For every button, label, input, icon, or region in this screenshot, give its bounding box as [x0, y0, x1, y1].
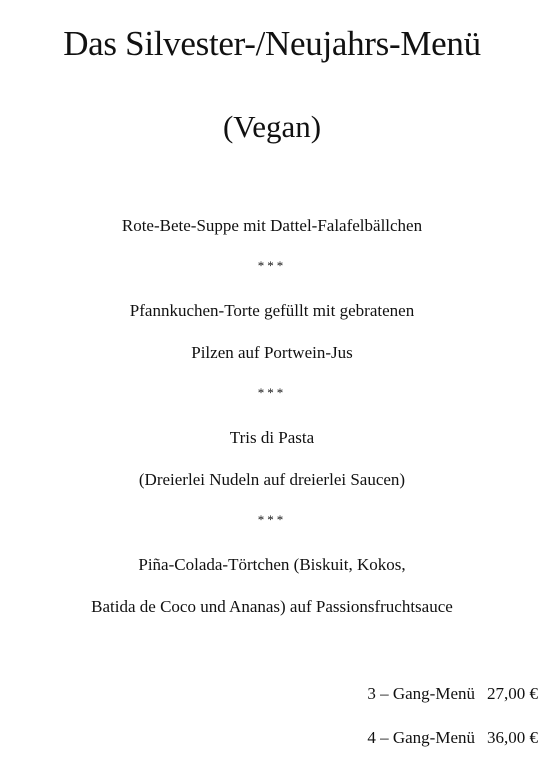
price-value: 36,00 €	[487, 728, 538, 747]
course-2-line-1: Pfannkuchen-Torte gefüllt mit gebratenen	[129, 301, 415, 320]
course-3-line-2: (Dreierlei Nudeln auf dreierlei Saucen)	[138, 470, 406, 489]
course-separator-1: ***	[257, 258, 287, 273]
menu-subtitle: (Vegan)	[222, 109, 322, 144]
course-1-line-1: Rote-Bete-Suppe mit Dattel-Falafelbällchen	[121, 216, 423, 235]
course-separator-3: ***	[257, 512, 287, 527]
price-label: 3 – Gang-Menü	[367, 684, 475, 703]
price-value: 27,00 €	[487, 684, 538, 703]
menu-title: Das Silvester-/Neujahrs-Menü	[63, 24, 481, 63]
course-2-line-2: Pilzen auf Portwein-Jus	[191, 343, 353, 362]
price-row	[367, 727, 538, 749]
course-3-line-1: Tris di Pasta	[229, 428, 315, 447]
price-label: 4 – Gang-Menü	[367, 728, 475, 747]
course-separator-2: ***	[257, 385, 287, 400]
course-4-line-2: Batida de Coco und Ananas) auf Passionsfruchtsauce	[91, 597, 453, 616]
price-row	[367, 683, 538, 705]
course-4-line-1: Piña-Colada-Törtchen (Biskuit, Kokos,	[138, 555, 406, 574]
